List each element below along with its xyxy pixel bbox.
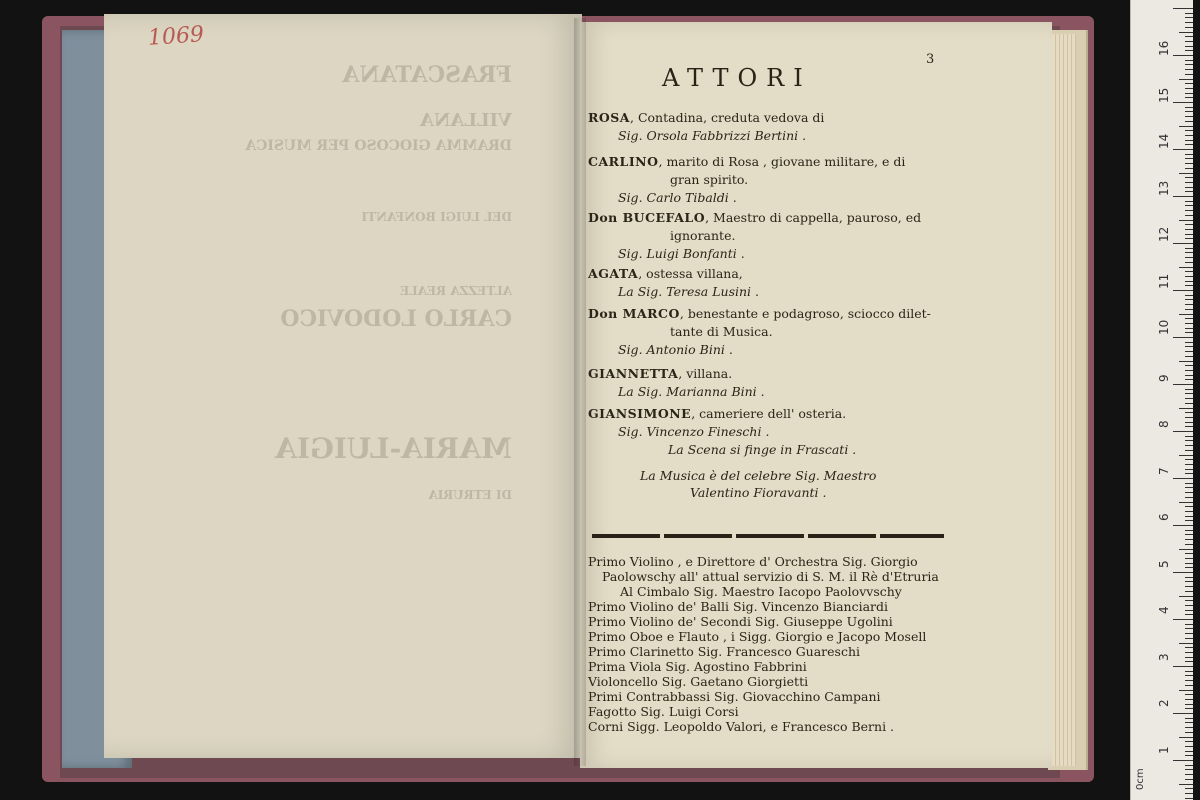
show-through-line: VILLANA [419,110,512,131]
ruler-tick [1185,487,1193,488]
ruler-tick [1185,633,1193,634]
ruler-tick [1185,558,1193,559]
role-name: GIANNETTA [588,366,679,381]
role-description: , cameriere dell' osteria. [691,406,847,421]
ruler-tick [1185,295,1193,296]
ruler-tick [1185,798,1193,799]
ruler-tick [1179,314,1193,315]
ruler-tick [1173,102,1193,103]
orchestra-line: Primi Contrabbassi Sig. Giovacchino Campani [588,689,881,704]
ruler-tick [1185,187,1193,188]
ruler-tick [1179,408,1193,409]
ruler-tick [1185,591,1193,592]
cast-entry [588,366,732,381]
ruler-tick [1185,93,1193,94]
ruler-tick [1185,671,1193,672]
ruler-tick [1173,713,1193,714]
ruler-tick [1185,652,1193,653]
ruler-tick [1185,694,1193,695]
ruler-tick [1185,436,1193,437]
ruler-tick [1185,111,1193,112]
ruler-tick [1185,50,1193,51]
orchestra-line: Primo Clarinetto Sig. Francesco Guareschi [588,644,861,659]
ruler-tick [1185,318,1193,319]
ruler-tick [1185,140,1193,141]
ruler-tick [1185,210,1193,211]
ruler-tick [1179,79,1193,80]
ruler-tick [1185,285,1193,286]
actor-name: Sig. Antonio Bini . [618,342,733,357]
ruler-tick [1185,205,1193,206]
ruler-tick [1185,412,1193,413]
ruler-tick [1185,520,1193,521]
ruler-number: 6 [1157,513,1171,521]
ruler-number: 8 [1157,420,1171,428]
ruler-tick [1179,737,1193,738]
orchestra-line: Corni Sigg. Leopoldo Valori, e Francesco Berni . [588,719,895,734]
ruler-tick [1185,299,1193,300]
ruler-tick [1185,567,1193,568]
ruler-tick [1185,257,1193,258]
ruler-tick [1179,361,1193,362]
ruler-number: 2 [1157,699,1171,707]
ruler-tick [1185,492,1193,493]
cast-entry [588,266,743,281]
ruler-tick [1173,243,1193,244]
ruler-tick [1185,107,1193,108]
music-line-2: Valentino Fioravanti . [690,485,827,500]
cast-entry [588,154,905,169]
ruler-tick [1185,83,1193,84]
ruler-tick [1173,55,1193,56]
ruler-tick [1185,473,1193,474]
ruler-tick [1185,215,1193,216]
show-through-line: FRASCATANA [342,62,512,88]
role-name: Don BUCEFALO [588,210,706,225]
ruler-tick [1185,765,1193,766]
orchestra-line: Fagotto Sig. Luigi Corsi [588,704,739,719]
ruler-tick [1185,309,1193,310]
ruler-tick [1185,64,1193,65]
ruler-tick [1185,563,1193,564]
ruler-tick [1185,426,1193,427]
ruler-tick [1185,191,1193,192]
ruler-tick [1185,346,1193,347]
ruler-number: 16 [1157,40,1171,56]
orchestra-line: Prima Viola Sig. Agostino Fabbrini [588,659,807,674]
ruler-tick [1185,74,1193,75]
ruler-tick [1185,530,1193,531]
ruler-number: 1 [1157,745,1171,754]
ruler-tick [1185,281,1193,282]
ruler-tick [1185,577,1193,578]
ruler-number: 15 [1157,87,1171,103]
ruler-tick [1185,628,1193,629]
cast-entry [588,406,846,421]
ruler-tick [1179,690,1193,691]
role-name: CARLINO [588,154,659,169]
ruler-tick [1185,708,1193,709]
ruler-tick [1179,502,1193,503]
ruler-tick [1173,572,1193,573]
ruler-tick [1185,154,1193,155]
ruler-tick [1185,365,1193,366]
role-name: Don MARCO [588,306,680,321]
ruler-tick [1179,126,1193,127]
ruler-tick [1185,323,1193,324]
ruler-tick [1179,784,1193,785]
ruler-tick [1185,704,1193,705]
ruler-tick [1185,459,1193,460]
actor-name: La Sig. Marianna Bini . [618,384,765,399]
ruler-tick [1179,173,1193,174]
role-description-continued: tante di Musica. [670,324,773,339]
ruler-tick [1185,116,1193,117]
actor-name: Sig. Orsola Fabbrizzi Bertini . [618,128,807,143]
ruler-tick [1185,788,1193,789]
ruler-tick [1185,17,1193,18]
ruler-tick [1185,699,1193,700]
orchestra-line: Primo Violino de' Balli Sig. Vincenzo Bianciardi [588,599,889,614]
ruler-tick [1185,168,1193,169]
page-number: 3 [926,52,935,67]
ruler-tick [1179,220,1193,221]
ruler-tick [1185,224,1193,225]
ruler-tick [1185,779,1193,780]
ruler-tick [1185,46,1193,47]
orchestra-line: Primo Oboe e Flauto , i Sigg. Giorgio e Jacopo Mosell [588,629,927,644]
ruler-tick [1185,88,1193,89]
ruler-tick [1173,196,1193,197]
ruler-tick [1185,506,1193,507]
divider-rule [592,534,944,538]
ruler-tick [1185,328,1193,329]
actor-name: La Sig. Teresa Lusini . [618,284,759,299]
ruler-tick [1185,661,1193,662]
ruler-number: 11 [1157,273,1171,289]
ruler-tick [1185,586,1193,587]
ruler-tick [1185,422,1193,423]
ruler-tick [1185,130,1193,131]
ruler-tick [1185,252,1193,253]
cast-entry [588,110,824,125]
ruler-tick [1185,332,1193,333]
ruler-tick [1185,163,1193,164]
ruler-tick [1185,27,1193,28]
role-description: , benestante e podagroso, sciocco dilet- [679,306,931,321]
show-through-line: DEL LUIGI BONFANTI [361,210,512,224]
ruler-tick [1185,201,1193,202]
ruler-tick [1185,342,1193,343]
music-line-1: La Musica è del celebre Sig. Maestro [640,468,877,483]
ruler-tick [1185,135,1193,136]
ruler-tick [1185,793,1193,794]
ruler-tick [1173,290,1193,291]
ruler-tick [1185,440,1193,441]
actor-name: Sig. Luigi Bonfanti . [618,246,745,261]
role-description: , villana. [678,366,733,381]
ruler-tick [1185,675,1193,676]
ruler-tick [1185,516,1193,517]
ruler-number: 9 [1157,373,1171,382]
ruler-tick [1185,248,1193,249]
role-description-continued: gran spirito. [670,172,749,187]
ruler-tick [1185,398,1193,399]
orchestra-line: Violoncello Sig. Gaetano Giorgietti [588,674,809,689]
ruler-tick [1185,647,1193,648]
ruler-tick [1185,69,1193,70]
ruler-tick [1179,549,1193,550]
ruler-tick [1173,478,1193,479]
ruler-tick [1185,262,1193,263]
ruler-tick [1185,544,1193,545]
ruler-tick [1185,22,1193,23]
actor-name: Sig. Vincenzo Fineschi . [618,424,770,439]
role-description: , Contadina, creduta vedova di [630,110,825,125]
ruler-number: 5 [1157,559,1171,568]
page-title: ATTORI [662,64,812,92]
ruler-tick [1185,229,1193,230]
ruler-tick [1185,718,1193,719]
page-stack-lines [1052,34,1076,766]
ruler-tick [1185,464,1193,465]
ruler-tick [1185,605,1193,606]
ruler-tick [1185,581,1193,582]
ruler-tick [1185,304,1193,305]
ruler-tick [1185,60,1193,61]
right-page [580,22,1052,768]
ruler-tick [1185,177,1193,178]
orchestra-line: Primo Violino , e Direttore d' Orchestra Sig. Giorgio [588,554,918,569]
left-page [104,14,582,758]
role-description-continued: ignorante. [670,228,736,243]
ruler-tick [1179,596,1193,597]
ruler-tick [1185,751,1193,752]
ruler-tick [1185,624,1193,625]
book-gutter [574,18,586,766]
ruler-tick [1185,680,1193,681]
ruler-tick [1179,267,1193,268]
ruler-tick [1185,741,1193,742]
ruler-tick [1185,614,1193,615]
role-description: , marito di Rosa , giovane militare, e di [658,154,906,169]
ruler-tick [1185,234,1193,235]
ruler-tick [1185,755,1193,756]
ruler-tick [1179,455,1193,456]
ruler-number: 13 [1157,180,1171,196]
ruler-tick [1185,379,1193,380]
ruler-tick [1185,497,1193,498]
ruler-tick [1185,746,1193,747]
ruler-tick [1173,149,1193,150]
ruler-tick [1185,483,1193,484]
ruler-tick [1185,121,1193,122]
role-description: , ostessa villana, [638,266,743,281]
actor-name: Sig. Carlo Tibaldi . [618,190,737,205]
ruler-tick [1185,600,1193,601]
cast-entry [588,210,921,225]
ruler-tick [1179,643,1193,644]
ruler-number: 12 [1157,226,1171,242]
role-description: , Maestro di cappella, pauroso, ed [705,210,922,225]
ruler-tick [1185,375,1193,376]
ruler-tick [1185,182,1193,183]
ruler-tick [1185,417,1193,418]
scene-line: La Scena si finge in Frascati . [668,442,857,457]
orchestra-line: Primo Violino de' Secondi Sig. Giuseppe Ugolini [588,614,893,629]
ruler-tick [1185,41,1193,42]
ruler-tick [1185,144,1193,145]
ruler-tick [1185,276,1193,277]
ruler-number: 14 [1157,133,1171,149]
ruler-tick [1185,722,1193,723]
ruler-tick [1173,619,1193,620]
ruler-tick [1185,445,1193,446]
ruler-tick [1173,525,1193,526]
ruler-tick [1185,685,1193,686]
ruler-tick [1173,666,1193,667]
ruler-tick [1185,271,1193,272]
measuring-ruler [1130,0,1193,800]
show-through-line: ALTEZZA REALE [400,284,512,298]
ruler-number: 10 [1157,319,1171,335]
ruler-tick [1185,769,1193,770]
role-name: ROSA [588,110,631,125]
ruler-tick [1185,774,1193,775]
ruler-tick [1185,450,1193,451]
cast-entry [588,306,931,321]
ruler-tick [1185,36,1193,37]
ruler-tick [1173,760,1193,761]
role-name: AGATA [588,266,639,281]
ruler-number: 7 [1157,466,1171,475]
ruler-tick [1185,539,1193,540]
ruler-tick [1185,727,1193,728]
ruler-tick [1185,351,1193,352]
ruler-tick [1179,32,1193,33]
show-through-text [104,14,582,758]
ruler-tick [1185,97,1193,98]
ruler-tick [1173,8,1193,9]
orchestra-line: Paolowschy all' attual servizio di S. M. il Rè d'Etruria [602,569,939,584]
handwritten-note: 1069 [147,22,205,51]
ruler-number: 3 [1157,652,1171,661]
ruler-tick [1185,356,1193,357]
ruler-tick [1185,610,1193,611]
ruler-unit: 0cm [1135,768,1146,790]
show-through-line: CARLO LODOVICO [280,306,512,332]
ruler-tick [1185,158,1193,159]
ruler-tick [1185,13,1193,14]
show-through-line: DI ETRURIA [428,488,512,502]
show-through-line: DRAMMA GIOCOSO PER MUSICA [245,138,512,154]
ruler-number: 4 [1157,606,1171,614]
ruler-tick [1185,732,1193,733]
ruler-tick [1173,384,1193,385]
ruler-tick [1185,370,1193,371]
orchestra-line: Al Cimbalo Sig. Maestro Iacopo Paolovvschy [620,584,902,599]
ruler-tick [1185,469,1193,470]
ruler-tick [1185,534,1193,535]
role-name: GIANSIMONE [588,406,692,421]
ruler-tick [1185,238,1193,239]
ruler-tick [1185,657,1193,658]
ruler-tick [1173,337,1193,338]
ruler-tick [1185,511,1193,512]
ruler-tick [1185,403,1193,404]
show-through-line: MARIA-LUIGIA [275,432,512,465]
ruler-tick [1185,638,1193,639]
ruler-tick [1185,393,1193,394]
ruler-tick [1185,389,1193,390]
ruler-tick [1173,431,1193,432]
ruler-tick [1185,553,1193,554]
